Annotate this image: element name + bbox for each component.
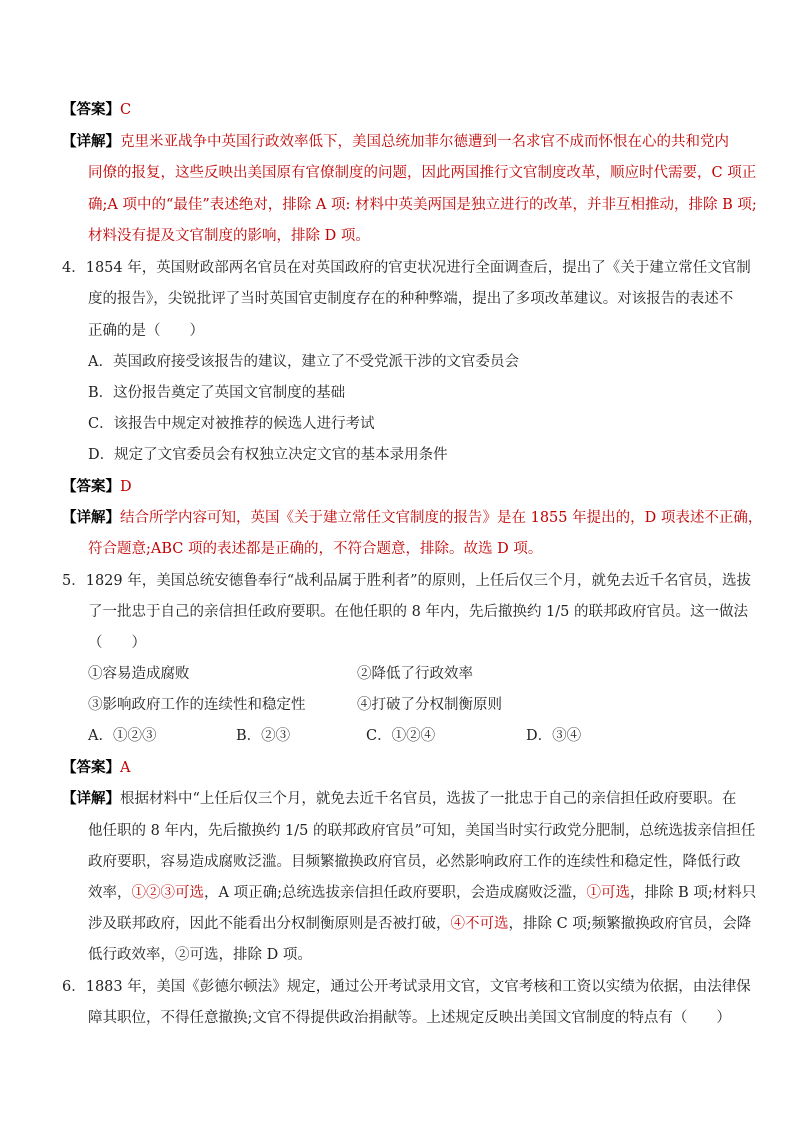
question-stem: 5．1829 年，美国总统安德鲁奉行“战利品属于胜利者”的原则，上任后仅三个月，就免去近千名官员，选拔 xyxy=(62,573,752,589)
detail-line xyxy=(62,508,762,528)
detail-text: 涉及联邦政府，因此不能看出分权制衡原则是否被打破， xyxy=(88,916,451,932)
detail-text: ，A 项正确;总统选拔亲信担任政府要职，会造成腐败泛滥， xyxy=(204,885,587,901)
highlight-text: ④不可选 xyxy=(450,916,509,932)
answer-label: 【答案】 xyxy=(62,479,120,495)
detail-line xyxy=(88,883,756,903)
question-stem: 正确的是（ ） xyxy=(88,323,204,339)
option-b: B．这份报告奠定了英国文官制度的基础 xyxy=(88,385,346,401)
option-a: A．英国政府接受该报告的建议，建立了不受党派干涉的文官委员会 xyxy=(88,354,519,370)
detail-text: 材料没有提及文官制度的影响，排除 D 项。 xyxy=(88,228,370,244)
detail-line xyxy=(62,789,736,809)
detail-text: 同僚的报复，这些反映出美国原有官僚制度的问题，因此两国推行文官制度改革，顺应时代需要，C 项正 xyxy=(88,165,757,181)
answer-value: A xyxy=(120,760,131,776)
question-stem: 度的报告》，尖锐批评了当时英国官吏制度存在的种种弊端，提出了多项改革建议。对该报告的表述不 xyxy=(88,291,734,307)
option-a: A．①②③ xyxy=(88,728,157,744)
answer-line xyxy=(62,477,132,497)
detail-text: 确;A 项中的“最佳”表述绝对，排除 A 项: 材料中英美两国是独立进行的改革，并非互相推动，排除 B 项; xyxy=(88,197,757,213)
detail-label: 【详解】 xyxy=(62,134,120,150)
option-b: B．②③ xyxy=(236,728,291,744)
option-d: D．③④ xyxy=(526,728,582,744)
detail-text: 克里米亚战争中英国行政效率低下，美国总统加菲尔德遭到一名求官不成而怀恨在心的共和党内 xyxy=(120,134,729,150)
detail-label: 【详解】 xyxy=(62,791,120,807)
statement-1: ①容易造成腐败 xyxy=(88,666,190,682)
statement-4: ④打破了分权制衡原则 xyxy=(357,697,502,713)
detail-text: 他任职的 8 年内，先后撤换约 1/5 的联邦政府官员”可知，美国当时实行政党分肥制，总统选拔亲信担任 xyxy=(88,823,756,839)
statement-3: ③影响政府工作的连续性和稳定性 xyxy=(88,697,306,713)
answer-line xyxy=(62,758,130,778)
detail-text: 根据材料中“上任后仅三个月，就免去近千名官员，选拔了一批忠于自己的亲信担任政府要职。在 xyxy=(120,791,737,807)
question-stem: 了一批忠于自己的亲信担任政府要职。在他任职的 8 年内，先后撤换约 1/5 的联邦政府官员。这一做法 xyxy=(88,604,748,620)
answer-value: C xyxy=(120,102,132,118)
answer-label: 【答案】 xyxy=(62,760,120,776)
question-stem: 4．1854 年，英国财政部两名官员在对英国政府的官吏状况进行全面调查后，提出了《关于建立常任文官制 xyxy=(62,260,751,276)
question-stem: 6．1883 年，美国《彭德尔顿法》规定，通过公开考试录用文官，文官考核和工资以实绩为依据，由法律保 xyxy=(62,979,751,995)
highlight-text: ①可选 xyxy=(586,885,630,901)
highlight-text: ①②③可选 xyxy=(131,885,204,901)
detail-line xyxy=(88,914,751,934)
option-c: C．该报告中规定对被推荐的候选人进行考试 xyxy=(88,416,375,432)
detail-text: 低行政效率，②可选，排除 D 项。 xyxy=(88,947,312,963)
answer-value: D xyxy=(120,479,132,495)
question-stem: （ ） xyxy=(88,635,146,651)
answer-line xyxy=(62,100,131,120)
detail-text: ，排除 B 项;材料只 xyxy=(629,885,757,901)
statement-2: ②降低了行政效率 xyxy=(357,666,473,682)
option-d: D．规定了文官委员会有权独立决定文官的基本录用条件 xyxy=(88,447,448,463)
detail-text: 结合所学内容可知，英国《关于建立常任文官制度的报告》是在 1855 年提出的，D 项表述不正确， xyxy=(120,510,763,526)
detail-line xyxy=(62,132,729,152)
detail-text: 效率， xyxy=(88,885,132,901)
question-stem: 障其职位，不得任意撤换;文官不得提供政治捐献等。上述规定反映出美国文官制度的特点有（ ） xyxy=(88,1010,731,1026)
answer-label: 【答案】 xyxy=(62,102,120,118)
detail-text: ，排除 C 项;频繁撤换政府官员，会降 xyxy=(508,916,752,932)
detail-text: 政府要职，容易造成腐败泛滥。目频繁撤换政府官员，必然影响政府工作的连续性和稳定性，降低行政 xyxy=(88,854,741,870)
detail-label: 【详解】 xyxy=(62,510,120,526)
option-c: C．①②④ xyxy=(366,728,436,744)
detail-text: 符合题意;ABC 项的表述都是正确的，不符合题意，排除。故选 D 项。 xyxy=(88,541,543,557)
